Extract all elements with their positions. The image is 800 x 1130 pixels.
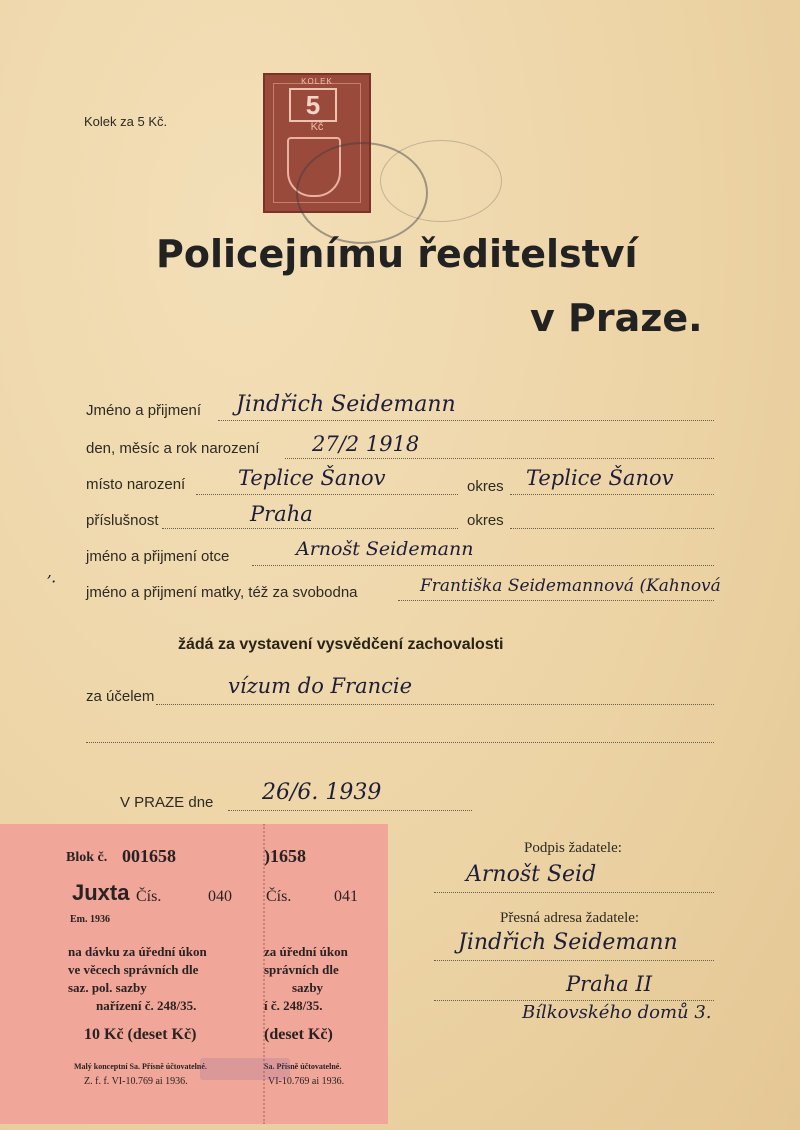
cis-label-stub: Čís. — [266, 888, 292, 905]
stub-line-2: správních dle — [264, 962, 339, 977]
name-value: Jindřich Seidemann — [236, 392, 456, 417]
birth-line — [285, 458, 714, 459]
mother-value: Františka Seidemannová (Kahnová — [420, 576, 721, 596]
block-number: 001658 — [122, 846, 176, 866]
brand-juxta: Juxta — [72, 880, 130, 905]
stub-amount: (deset Kč) — [264, 1026, 333, 1043]
district-line — [510, 494, 714, 495]
amount: 10 Kč (deset Kč) — [84, 1026, 197, 1043]
stamp-currency: Kč — [310, 121, 324, 133]
request-heading: žádá za vystavení vysvědčení zachovalosti — [178, 636, 504, 653]
block-number-stub: )1658 — [264, 846, 306, 866]
birthplace-line — [196, 494, 458, 495]
em-year: Em. 1936 — [70, 914, 110, 925]
purpose-line — [156, 704, 714, 705]
kolek-note: Kolek za 5 Kč. — [84, 114, 168, 129]
margin-mark: ʼ· — [46, 572, 57, 591]
stub-foot-1: Sa. Přísně účtovatelné. — [264, 1062, 342, 1071]
address-line-2 — [434, 1000, 714, 1001]
cis-value: 040 — [208, 888, 232, 905]
stamp-value: 5 — [289, 88, 337, 122]
address-value-1: Jindřich Seidemann — [458, 930, 678, 955]
nationality-value: Praha — [250, 502, 313, 526]
name-line — [218, 420, 714, 421]
address-line-1 — [434, 960, 714, 961]
stamp-top-text: KOLEK — [301, 77, 333, 86]
cis-label: Čís. — [136, 888, 162, 905]
father-label: jméno a přijmení otce — [86, 548, 230, 565]
address-value-3: Bílkovského domů 3. — [522, 1002, 712, 1023]
stub-line-1: za úřední úkon — [264, 944, 348, 959]
title-line-2: v Praze. — [530, 296, 703, 340]
cis-value-stub: 041 — [334, 888, 358, 905]
name-label: Jméno a přijmení — [86, 402, 202, 419]
receipt-line-3: saz. pol. sazby — [68, 980, 147, 995]
fee-receipt — [0, 824, 388, 1124]
birth-value: 27/2 1918 — [312, 432, 420, 456]
district2-line — [510, 528, 714, 529]
mother-label: jméno a přijmení matky, též za svobodna — [86, 584, 358, 601]
birthplace-label: místo narození — [86, 476, 186, 493]
father-value: Arnošt Seidemann — [296, 538, 474, 560]
birth-label: den, měsíc a rok narození — [86, 440, 260, 457]
stub-foot-2: VI-10.769 ai 1936. — [268, 1076, 345, 1087]
purpose-label: za účelem — [86, 688, 155, 705]
birthplace-value: Teplice Šanov — [238, 466, 386, 490]
stub-line-3: sazby — [292, 980, 324, 995]
stub-line-4: í č. 248/35. — [264, 998, 323, 1013]
receipt-foot-1: Malý konceptní Sa. Přísně účtovatelné. — [74, 1062, 207, 1071]
signature-value: Arnošt Seid — [466, 862, 597, 887]
district-label: okres — [467, 478, 504, 495]
address-value-2: Praha II — [566, 972, 652, 996]
signature-label: Podpis žadatele: — [524, 840, 622, 856]
place-date-label: V PRAZE dne — [120, 794, 214, 811]
purpose-value: vízum do Francie — [228, 674, 413, 698]
address-label: Přesná adresa žadatele: — [500, 910, 640, 926]
receipt-line-4: nařízení č. 248/35. — [96, 998, 197, 1013]
receipt-line-1: na dávku za úřední úkon — [68, 944, 207, 959]
block-label: Blok č. — [66, 850, 108, 865]
postmark-arc — [380, 140, 502, 222]
father-line — [252, 565, 714, 566]
district2-label: okres — [467, 512, 504, 529]
district-value: Teplice Šanov — [526, 466, 674, 490]
mother-line — [398, 600, 714, 601]
title-line-1: Policejnímu ředitelství — [156, 232, 638, 276]
nationality-line — [162, 528, 458, 529]
date-line — [228, 810, 472, 811]
nationality-label: příslušnost — [86, 512, 159, 529]
signature-line — [434, 892, 714, 893]
receipt-foot-2: Z. f. f. VI-10.769 ai 1936. — [84, 1076, 188, 1087]
receipt-line-2: ve věcech správních dle — [68, 962, 199, 977]
ink-stamp-smudge — [200, 1058, 290, 1080]
date-value: 26/6. 1939 — [262, 780, 382, 805]
purpose-line-2 — [86, 742, 714, 743]
